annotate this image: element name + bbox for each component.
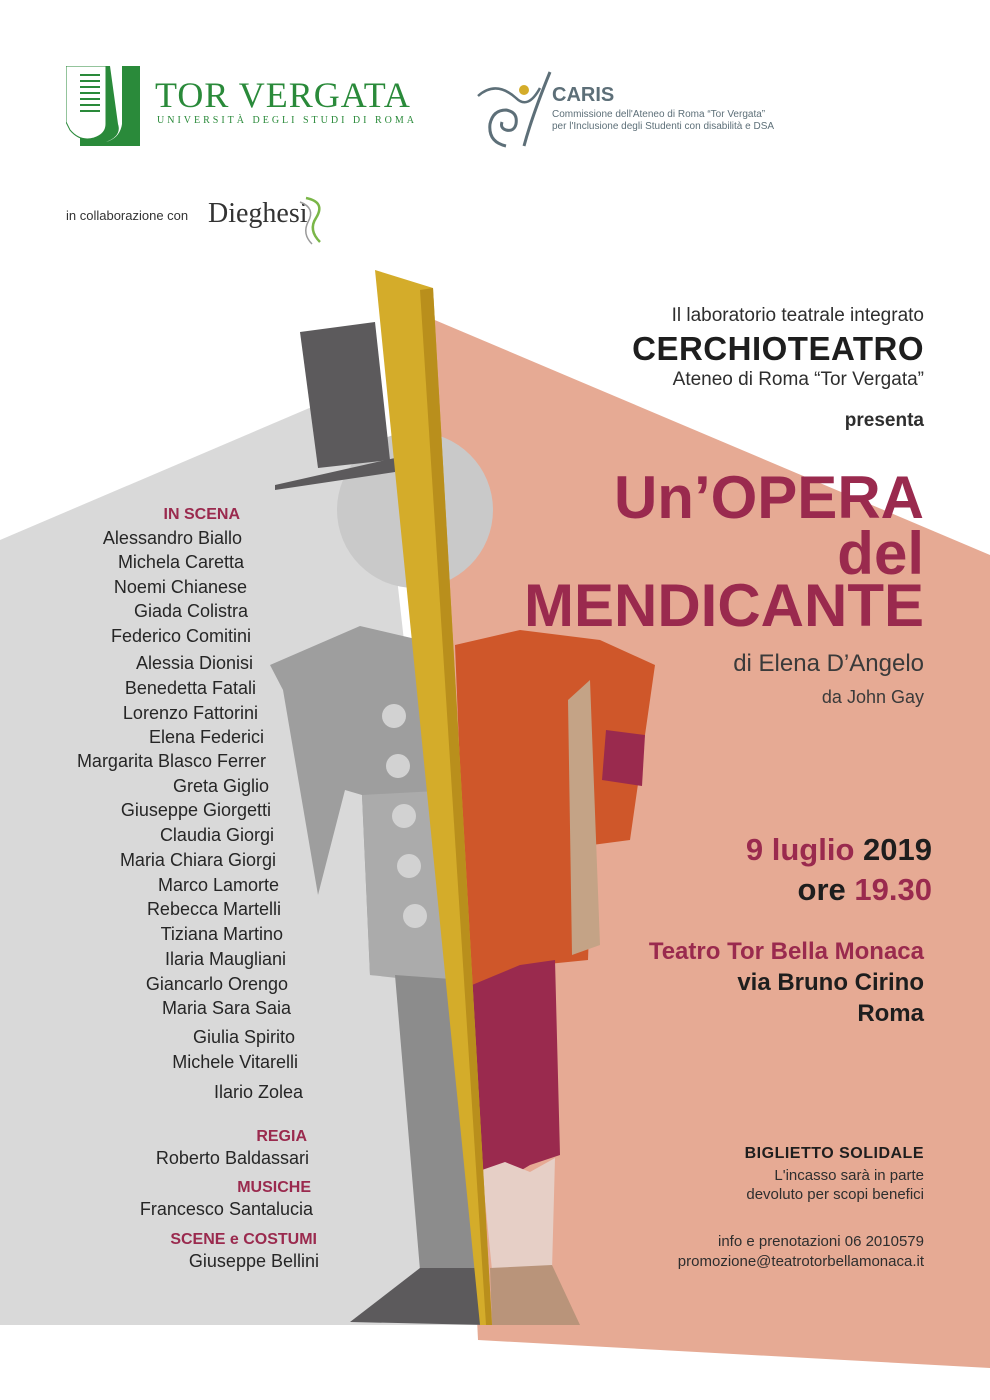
musiche-name: Francesco Santalucia <box>139 1199 313 1219</box>
scene-costumi-name: Giuseppe Bellini <box>188 1251 319 1271</box>
venue-name: Teatro Tor Bella Monaca <box>648 938 924 965</box>
regia-label: REGIA <box>256 1128 307 1145</box>
time-label: ore <box>797 872 846 907</box>
scene-costumi-label: SCENE e COSTUMI <box>170 1231 317 1248</box>
collaborator-name: Dieghesi <box>208 198 308 229</box>
cast-member: Michele Vitarelli <box>172 1052 298 1072</box>
cast-heading: IN SCENA <box>163 506 240 523</box>
cast-member: Maria Sara Saia <box>161 998 291 1018</box>
venue-street: via Bruno Cirino <box>737 969 924 996</box>
date-day-month: 9 luglio <box>745 832 855 867</box>
cast-member: Giancarlo Orengo <box>145 974 288 994</box>
coat-button <box>386 754 410 778</box>
title-line2: del <box>837 520 924 587</box>
light-trousers <box>482 1158 555 1270</box>
coat-button <box>392 804 416 828</box>
source-credit: da John Gay <box>821 687 924 707</box>
caris-spiral-logo-icon <box>476 66 554 152</box>
lab-line: Il laboratorio teatrale integrato <box>671 305 924 326</box>
cast-member: Greta Giglio <box>172 776 269 796</box>
title-line1: Un’OPERA <box>613 464 924 531</box>
date-year: 2019 <box>863 832 932 867</box>
coat-button <box>397 854 421 878</box>
cast-member: Alessandro Biallo <box>102 528 242 548</box>
dieghesi-swirl-icon <box>286 192 332 246</box>
cast-member: Giuseppe Giorgetti <box>120 800 271 820</box>
collaboration-label: in collaborazione con <box>66 208 189 223</box>
cast-member: Giada Colistra <box>133 601 248 621</box>
coat-patch <box>602 730 645 786</box>
author-credit: di Elena D’Angelo <box>733 650 924 677</box>
cast-member: Federico Comitini <box>110 626 251 646</box>
cast-member: Claudia Giorgi <box>159 825 274 845</box>
cast-member: Tiziana Martino <box>160 924 283 944</box>
time-value: 19.30 <box>854 872 932 907</box>
cast-member: Alessia Dionisi <box>135 653 253 673</box>
cast-member: Ilario Zolea <box>213 1082 303 1102</box>
cast-member: Elena Federici <box>148 727 264 747</box>
ticket-heading: BIGLIETTO SOLIDALE <box>744 1145 924 1162</box>
caris-description-line2: per l'Inclusione degli Studenti con disabilità e DSA <box>552 121 775 132</box>
venue-city: Roma <box>857 1000 924 1027</box>
musiche-label: MUSICHE <box>237 1179 311 1196</box>
cast-member: Marco Lamorte <box>157 875 279 895</box>
caris-description-line1: Commissione dell'Ateneo di Roma “Tor Vergata” <box>552 109 766 120</box>
ticket-note-line1: L'incasso sarà in parte <box>774 1167 924 1184</box>
cast-member: Benedetta Fatali <box>124 678 256 698</box>
contact-email[interactable]: promozione@teatrotorbellamonaca.it <box>677 1253 924 1270</box>
presenta-label: presenta <box>844 410 924 431</box>
cast-member: Maria Chiara Giorgi <box>119 850 276 870</box>
cast-member: Margarita Blasco Ferrer <box>76 751 266 771</box>
cast-member: Ilaria Maugliani <box>164 949 286 969</box>
ticket-note-line2: devoluto per scopi benefici <box>746 1186 924 1203</box>
caris-name: CARIS <box>552 84 615 106</box>
cast-member: Michela Caretta <box>117 552 244 572</box>
university-subtitle: UNIVERSITÀ DEGLI STUDI DI ROMA <box>157 115 417 126</box>
event-date <box>746 832 932 868</box>
contact-phone: info e prenotazioni 06 2010579 <box>717 1233 924 1250</box>
tor-vergata-logo-icon <box>66 66 140 146</box>
university-name: TOR VERGATA <box>155 75 411 115</box>
ateneo-line: Ateneo di Roma “Tor Vergata” <box>672 369 924 390</box>
coat-button <box>382 704 406 728</box>
cast-member: Noemi Chianese <box>113 577 247 597</box>
cast-member: Giulia Spirito <box>192 1027 295 1047</box>
event-time <box>798 872 932 908</box>
title-line3: MENDICANTE <box>524 572 924 639</box>
cast-member: Lorenzo Fattorini <box>122 703 258 723</box>
coat-button <box>403 904 427 928</box>
company-name: CERCHIOTEATRO <box>632 330 924 367</box>
red-trousers <box>472 960 560 1180</box>
cast-member: Rebecca Martelli <box>146 899 281 919</box>
regia-name: Roberto Baldassari <box>155 1148 309 1168</box>
